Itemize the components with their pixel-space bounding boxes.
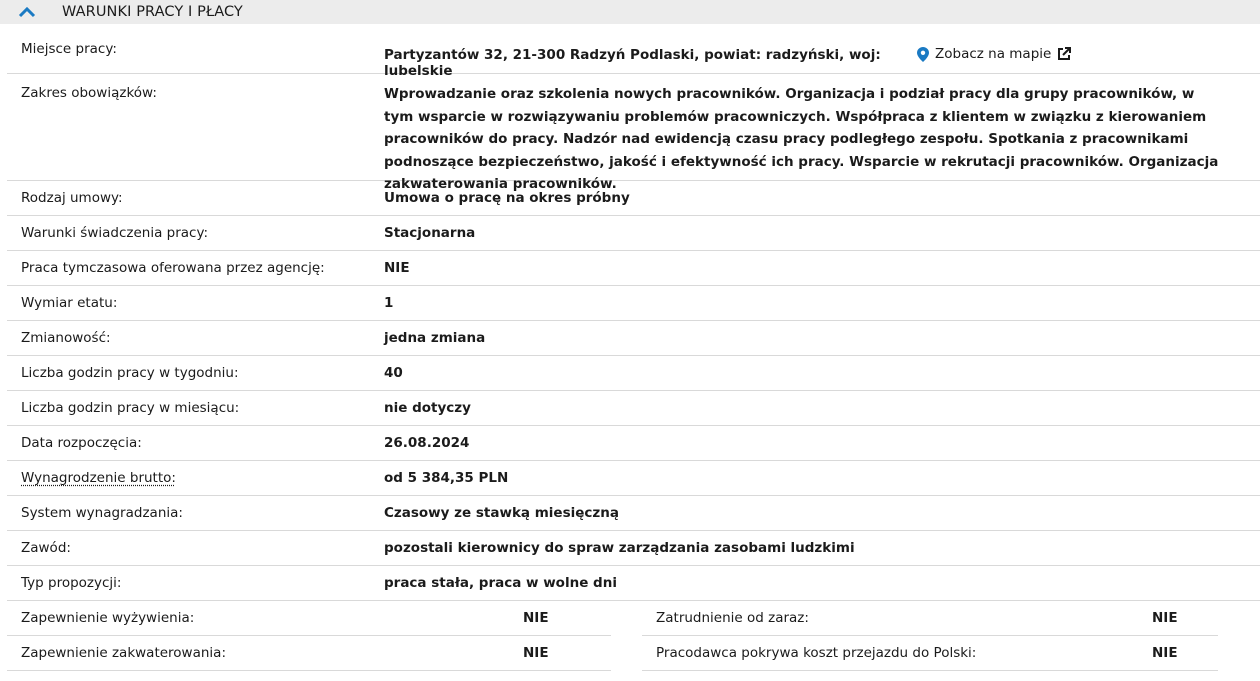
row-monthly-hours [7, 391, 1260, 426]
row-location [7, 24, 1260, 79]
row-label: Rodzaj umowy: [21, 190, 123, 206]
location-value: Partyzantów 32, 21-300 Radzyń Podlaski, powiat: radzyński, woj: lubelskie [384, 47, 881, 79]
immediate-hire-cell [642, 601, 1218, 636]
duties-label: Zakres obowiązków: [21, 85, 157, 101]
row-value: od 5 384,35 PLN [384, 470, 509, 486]
row-weekly-hours [7, 356, 1260, 391]
row-label: Liczba godzin pracy w tygodniu: [21, 365, 239, 381]
row-label: Typ propozycji: [21, 575, 122, 591]
row-label: Data rozpoczęcia: [21, 435, 142, 451]
map-pin-icon [917, 47, 929, 62]
row-label: Zmianowość: [21, 330, 111, 346]
row-label [7, 470, 384, 486]
row-value: praca stała, praca w wolne dni [384, 575, 617, 591]
details-table [0, 24, 1260, 601]
row-label: Praca tymczasowa oferowana przez agencję: [21, 260, 325, 276]
pair-value: NIE [1152, 610, 1178, 626]
pair-row [0, 636, 1260, 671]
salary-tooltip-trigger[interactable]: Wynagrodzenie brutto: [21, 470, 176, 486]
row-salary [7, 461, 1260, 496]
pair-value: NIE [523, 610, 549, 626]
row-shifts [7, 321, 1260, 356]
row-value: Czasowy ze stawką miesięczną [384, 505, 619, 521]
location-label: Miejsce pracy: [21, 41, 117, 57]
row-value: Stacjonarna [384, 225, 476, 241]
row-label: Liczba godzin pracy w miesiącu: [21, 400, 240, 416]
pair-label: Zapewnienie wyżywienia: [21, 610, 195, 626]
row-label: Warunki świadczenia pracy: [21, 225, 209, 241]
map-link[interactable] [917, 24, 1071, 62]
pair-label: Zapewnienie zakwaterowania: [21, 645, 226, 661]
row-pay-system [7, 496, 1260, 531]
row-duties [7, 74, 1260, 192]
row-label: Wymiar etatu: [21, 295, 118, 311]
row-value: 40 [384, 365, 403, 381]
row-value: 26.08.2024 [384, 435, 470, 451]
pair-label: Pracodawca pokrywa koszt przejazdu do Polski: [656, 645, 977, 661]
accommodation-cell [7, 636, 611, 671]
pair-row [0, 601, 1260, 636]
section-title: WARUNKI PRACY I PŁACY [62, 4, 243, 20]
row-value: jedna zmiana [384, 330, 486, 346]
pair-value: NIE [523, 645, 549, 661]
meals-cell [7, 601, 611, 636]
row-value: nie dotyczy [384, 400, 471, 416]
row-offer-type [7, 566, 1260, 601]
row-label: System wynagradzania: [21, 505, 183, 521]
pair-label: Zatrudnienie od zaraz: [656, 610, 809, 626]
row-value: pozostali kierownicy do spraw zarządzania zasobami ludzkimi [384, 540, 855, 556]
row-occupation [7, 531, 1260, 566]
row-start-date [7, 426, 1260, 461]
map-link-label[interactable]: Zobacz na mapie [935, 46, 1052, 62]
pair-value: NIE [1152, 645, 1178, 661]
chevron-up-icon[interactable] [18, 6, 36, 18]
travel-cost-cell [642, 636, 1218, 671]
external-link-icon [1057, 47, 1071, 61]
row-fte [7, 286, 1260, 321]
section-header[interactable] [0, 0, 1260, 24]
row-work-mode [7, 216, 1260, 251]
row-temp-agency [7, 251, 1260, 286]
row-value: Umowa o pracę na okres próbny [384, 190, 630, 206]
row-label: Zawód: [21, 540, 71, 556]
duties-value: Wprowadzanie oraz szkolenia nowych pracowników. Organizacja i podział pracy dla grupy pracowników, w tym wsparcie w rozwiązywaniu problemów pracowniczych. Współpraca z klientem w związku z kierowaniem pracowników do pracy. Nadzór nad ewidencją czasu pracy podległego zespołu. Spotkania z pracownikami podnoszące bezpieczeństwo, jakość i efektywność ich pracy. Wsparcie w rekrutacji pracowników. Organizacja zakwaterowania pracowników. [384, 86, 1219, 192]
row-value: NIE [384, 260, 410, 276]
row-value: 1 [384, 295, 394, 311]
